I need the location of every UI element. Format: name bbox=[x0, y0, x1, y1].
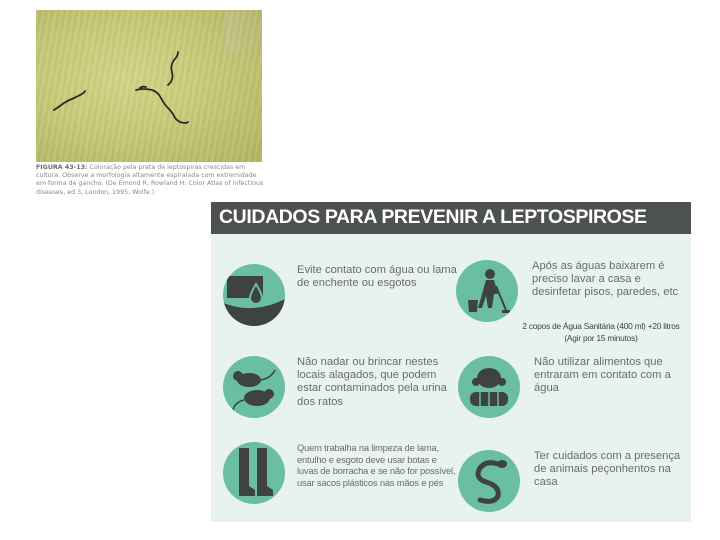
dilution-line-1: 2 copos de Água Sanitária (400 ml) +20 litros bbox=[522, 321, 680, 331]
rats-icon bbox=[223, 356, 285, 418]
tip-water-text: Evite contato com água ou lama de enchente ou esgotos bbox=[297, 264, 457, 290]
figure-caption bbox=[36, 164, 266, 197]
poster-title: CUIDADOS PARA PREVENIR A LEPTOSPIROSE bbox=[219, 206, 647, 228]
boots-icon bbox=[223, 442, 285, 504]
water-drop-icon bbox=[223, 264, 285, 326]
tip-cleaning-text: Após as águas baixarem é preciso lavar a casa e desinfetar pisos, paredes, etc bbox=[532, 260, 679, 299]
figure-caption-label: FIGURA 43-13: bbox=[36, 164, 88, 171]
cleaning-person-icon bbox=[456, 260, 518, 322]
prevention-poster bbox=[211, 202, 691, 522]
tip-snake-text: Ter cuidados com a presença de animais peçonhentos na casa bbox=[534, 450, 681, 489]
figure-caption-text: Coloração pela prata de leptospiras crescidas em cultura. Observe a morfologia altamente espiralada com extremidade em forma de gancho. (De Emond R, Rowland H: Color Atlas of infectious diseases, ed 3, London, 1995, Wolfe.) bbox=[36, 164, 264, 196]
poster-header bbox=[211, 202, 691, 234]
dilution-line-2: (Agir por 15 minutos) bbox=[564, 333, 638, 343]
tip-food-text: Não utilizar alimentos que entraram em contato com a água bbox=[534, 356, 671, 395]
food-icon bbox=[458, 356, 520, 418]
image-edge-shadow bbox=[226, 12, 266, 52]
tip-rats-text: Não nadar ou brincar nestes locais alagados, que podem estar contaminados pela urina dos ratos bbox=[297, 356, 447, 408]
snake-icon bbox=[458, 450, 520, 512]
tip-boots-text: Quem trabalha na limpeza de lama, entulho e esgoto deve usar botas e luvas de borracha e se não for possível, usar sacos plásticos nas mãos e pés bbox=[297, 442, 456, 488]
dilution-instructions bbox=[511, 320, 691, 344]
